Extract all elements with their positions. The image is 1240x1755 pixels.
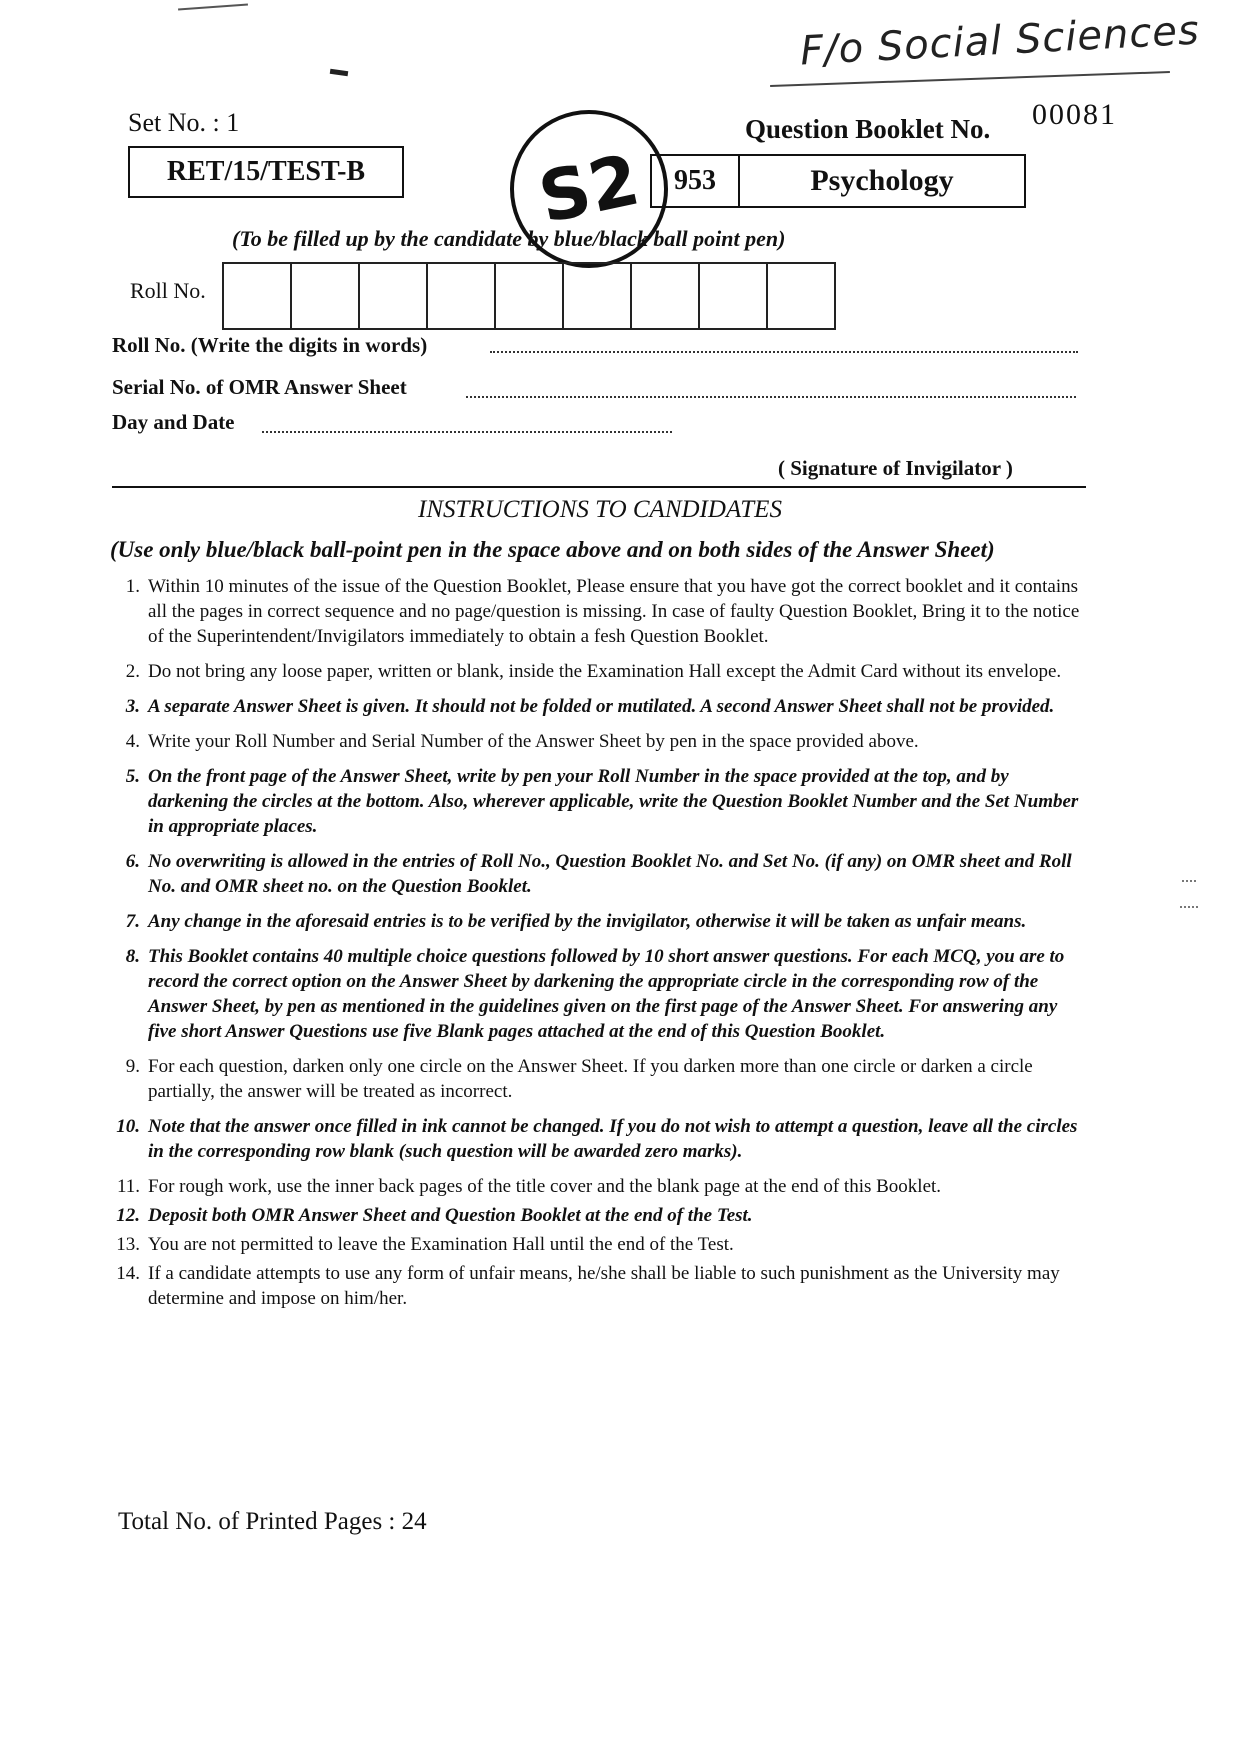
question-booklet-label: Question Booklet No. bbox=[745, 114, 991, 144]
instruction-item bbox=[100, 849, 1080, 899]
instruction-item bbox=[100, 764, 1080, 839]
instruction-item bbox=[100, 694, 1080, 719]
instruction-number: 14. bbox=[116, 1263, 140, 1284]
set-number: Set No. : 1 bbox=[128, 108, 240, 137]
section-stamp-text: S2 bbox=[531, 138, 647, 240]
instruction-number: 13. bbox=[116, 1234, 140, 1255]
instruction-number: 12. bbox=[116, 1205, 140, 1226]
instruction-text: This Booklet contains 40 multiple choice questions followed by 10 short answer questions. For each MCQ, you are to record the correct option on the Answer Sheet by darkening the appropriate circle in the corresponding row of the Answer Sheet, by pen as mentioned in the guidelines given on the first page of the Answer Sheet. For answering any five short Answer Questions use five Blank pages attached at the end of this Question Booklet. bbox=[148, 946, 1065, 1042]
instruction-item bbox=[100, 574, 1080, 649]
scribble-mark bbox=[178, 4, 248, 11]
omr-serial-field[interactable] bbox=[466, 395, 1076, 398]
instruction-text: Do not bring any loose paper, written or blank, inside the Examination Hall except the Admit Card without its envelope. bbox=[148, 661, 1062, 682]
subject-box bbox=[650, 154, 1026, 208]
day-date-field[interactable] bbox=[262, 430, 672, 433]
instructions-list bbox=[100, 574, 1080, 1321]
instruction-number: 9. bbox=[125, 1056, 140, 1077]
instruction-text: You are not permitted to leave the Examination Hall until the end of the Test. bbox=[148, 1234, 734, 1255]
instruction-text: For rough work, use the inner back pages of the title cover and the blank page at the end of this Booklet. bbox=[148, 1176, 942, 1197]
instructions-subtitle: (Use only blue/black ball-point pen in the space above and on both sides of the Answer Sheet) bbox=[110, 537, 995, 562]
instruction-text: Note that the answer once filled in ink cannot be changed. If you do not wish to attempt a question, leave all the circles in the corresponding row blank (such question will be awarded zero marks). bbox=[148, 1116, 1078, 1162]
subject-name: Psychology bbox=[810, 164, 954, 197]
instruction-text: Deposit both OMR Answer Sheet and Question Booklet at the end of the Test. bbox=[148, 1205, 753, 1226]
instruction-number: 6. bbox=[125, 851, 140, 872]
roll-digit-box[interactable] bbox=[698, 262, 768, 330]
roll-digit-box[interactable] bbox=[494, 262, 564, 330]
instruction-number: 11. bbox=[116, 1176, 140, 1197]
instruction-text: Within 10 minutes of the issue of the Question Booklet, Please ensure that you have got the correct booklet and it contains all the pages in correct sequence and no page/question is missing. In case of faulty Question Booklet, Bring it to the notice of the Superintendent/Invigilators immediately to obtain a fesh Question Booklet. bbox=[148, 576, 1080, 647]
instruction-text: Write your Roll Number and Serial Number of the Answer Sheet by pen in the space provided above. bbox=[148, 731, 919, 752]
margin-mark bbox=[1182, 880, 1196, 892]
instruction-number: 2. bbox=[125, 661, 140, 682]
roll-no-label: Roll No. bbox=[130, 278, 206, 303]
instruction-item bbox=[100, 729, 1080, 754]
instruction-number: 3. bbox=[125, 696, 140, 717]
day-date-label: Day and Date bbox=[112, 410, 235, 434]
roll-digit-box[interactable] bbox=[766, 262, 836, 330]
instruction-text: Any change in the aforesaid entries is to be verified by the invigilator, otherwise it will be taken as unfair means. bbox=[148, 911, 1027, 932]
instruction-item bbox=[100, 1054, 1080, 1104]
instruction-item bbox=[100, 1203, 1080, 1228]
handwritten-underline bbox=[770, 71, 1170, 87]
instruction-text: A separate Answer Sheet is given. It should not be folded or mutilated. A second Answer Sheet shall not be provided. bbox=[148, 696, 1055, 717]
instructions-title: INSTRUCTIONS TO CANDIDATES bbox=[418, 496, 782, 523]
instruction-text: No overwriting is allowed in the entries of Roll No., Question Booklet No. and Set No. (if any) on OMR sheet and Roll No. and OMR sheet no. on the Question Booklet. bbox=[148, 851, 1072, 897]
instruction-item bbox=[100, 659, 1080, 684]
dot-mark bbox=[330, 69, 349, 76]
instruction-number: 8. bbox=[125, 946, 140, 967]
instruction-item bbox=[100, 1114, 1080, 1164]
roll-no-words-label: Roll No. (Write the digits in words) bbox=[112, 333, 428, 357]
instruction-text: If a candidate attempts to use any form of unfair means, he/she shall be liable to such punishment as the University may determine and impose on him/her. bbox=[148, 1263, 1060, 1309]
instruction-number: 4. bbox=[125, 731, 140, 752]
invigilator-signature-label: ( Signature of Invigilator ) bbox=[778, 456, 1013, 480]
instruction-number: 5. bbox=[125, 766, 140, 787]
roll-digit-box[interactable] bbox=[562, 262, 632, 330]
roll-no-grid[interactable] bbox=[222, 262, 834, 330]
roll-digit-box[interactable] bbox=[358, 262, 428, 330]
instruction-item bbox=[100, 1261, 1080, 1311]
total-printed-pages: Total No. of Printed Pages : 24 bbox=[118, 1508, 427, 1535]
instruction-number: 10. bbox=[116, 1116, 140, 1137]
instruction-item bbox=[100, 909, 1080, 934]
margin-mark bbox=[1180, 906, 1198, 918]
instruction-item bbox=[100, 1174, 1080, 1199]
instruction-item bbox=[100, 1232, 1080, 1257]
roll-digit-box[interactable] bbox=[630, 262, 700, 330]
instruction-number: 1. bbox=[125, 576, 140, 597]
handwritten-faculty-note: F/o Social Sciences bbox=[799, 7, 1201, 75]
roll-digit-box[interactable] bbox=[222, 262, 292, 330]
roll-no-words-field[interactable] bbox=[490, 350, 1078, 353]
omr-serial-label: Serial No. of OMR Answer Sheet bbox=[112, 375, 407, 399]
fill-instruction-note: (To be filled up by the candidate by blue/black ball point pen) bbox=[232, 226, 786, 251]
instruction-text: For each question, darken only one circle on the Answer Sheet. If you darken more than one circle or darken a circle partially, the answer will be treated as incorrect. bbox=[148, 1056, 1033, 1102]
roll-digit-box[interactable] bbox=[290, 262, 360, 330]
roll-digit-box[interactable] bbox=[426, 262, 496, 330]
test-code-box: RET/15/TEST-B bbox=[128, 146, 404, 198]
divider-line bbox=[112, 486, 1086, 488]
question-booklet-number: 00081 bbox=[1032, 98, 1117, 131]
instruction-number: 7. bbox=[125, 911, 140, 932]
instruction-text: On the front page of the Answer Sheet, write by pen your Roll Number in the space provided at the top, and by darkening the circles at the bottom. Also, wherever applicable, write the Question Booklet Number and the Set Number in appropriate places. bbox=[148, 766, 1079, 837]
subject-code: 953 bbox=[652, 156, 740, 206]
instruction-item bbox=[100, 944, 1080, 1044]
